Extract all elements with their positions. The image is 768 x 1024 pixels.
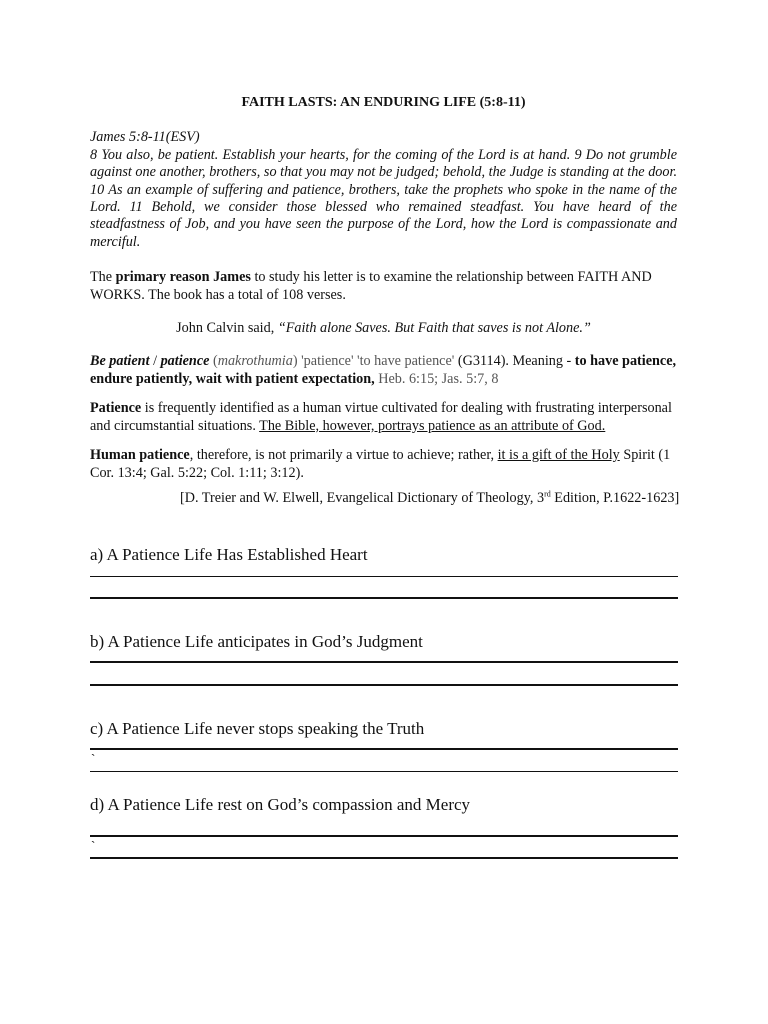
citation-post: Edition, P.1622-1623]	[550, 489, 680, 506]
intro-pre: The	[90, 269, 116, 286]
human-bold: Human patience	[90, 447, 190, 464]
citation	[90, 489, 680, 507]
human-tail: Spirit (1 Cor. 13:4; Gal. 5:22; Col. 1:11; 3:12).	[90, 447, 671, 481]
scripture-reference: James 5:8-11(ESV)	[90, 129, 200, 146]
document-body	[90, 94, 680, 507]
citation-sup: rd	[544, 489, 551, 499]
human-patience-paragraph	[90, 447, 677, 482]
heading-c: c) A Patience Life never stops speaking the Truth	[90, 719, 425, 738]
definition-separator: /	[149, 353, 161, 370]
tick-mark-d: `	[91, 838, 96, 853]
answer-line-c2[interactable]	[90, 771, 678, 772]
calvin-quote	[90, 320, 677, 337]
tick-mark-c: `	[91, 751, 96, 766]
heading-b: b) A Patience Life anticipates in God’s Judgment	[90, 632, 423, 651]
quote-text: “Faith alone Saves. But Faith that saves is not Alone.”	[277, 320, 591, 337]
answer-line-b2[interactable]	[90, 684, 678, 686]
answer-line-a2[interactable]	[90, 597, 678, 599]
definition-refs: Heb. 6:15; Jas. 5:7, 8	[374, 370, 499, 387]
human-text: , therefore, is not primarily a virtue to achieve; rather,	[189, 447, 498, 464]
intro-paragraph	[90, 269, 677, 304]
answer-line-a1[interactable]	[90, 576, 678, 577]
definition-term-1: Be patient	[90, 353, 150, 370]
patience-bold: Patience	[90, 400, 142, 417]
definition-paragraph	[90, 353, 677, 388]
human-underlined: it is a gift of the Holy	[497, 447, 620, 464]
definition-greek: (makrothumia)	[212, 353, 298, 370]
intro-bold: primary reason James	[115, 269, 251, 286]
heading-a: a) A Patience Life Has Established Heart	[90, 545, 368, 564]
patience-underlined: The Bible, however, portrays patience as an attribute of God.	[259, 417, 606, 434]
heading-d: d) A Patience Life rest on God’s compassion and Mercy	[90, 795, 471, 814]
quote-speaker: John Calvin said,	[176, 320, 278, 337]
patience-paragraph	[90, 400, 677, 435]
scripture-block	[90, 129, 677, 251]
definition-glosses: 'patience' 'to have patience'	[301, 353, 455, 370]
citation-pre: [D. Treier and W. Elwell, Evangelical Dictionary of Theology, 3	[180, 489, 545, 506]
answer-line-b1[interactable]	[90, 661, 678, 663]
definition-term-2: patience	[160, 353, 210, 370]
definition-strongs: (G3114). Meaning -	[454, 353, 575, 370]
definition-meaning: to have patience, endure patiently, wait with patient expectation,	[90, 353, 677, 387]
patience-text: is frequently identified as a human virtue cultivated for dealing with frustrating interpersonal and circumstantial situations.	[90, 400, 672, 434]
answer-line-d2[interactable]	[90, 857, 678, 859]
answer-line-d1[interactable]	[90, 835, 678, 837]
scripture-text: 8 You also, be patient. Establish your hearts, for the coming of the Lord is at hand. 9 Do not grumble against one another, brothers, so that you may not be judged; behold, the Judge is standing at the door. 10 As an example of suffering and patience, brothers, take the prophets who spoke in the name of the Lord. 11 Behold, we consider those blessed who remained steadfast. You have heard of the steadfastness of Job, and you have seen the purpose of the Lord, how the Lord is compassionate and merciful.	[90, 146, 677, 250]
page-title: FAITH LASTS: AN ENDURING LIFE (5:8-11)	[241, 95, 526, 110]
intro-post: to study his letter is to examine the relationship between FAITH AND WORKS. The book has a total of 108 verses.	[90, 269, 652, 303]
answer-line-c1[interactable]	[90, 748, 678, 750]
